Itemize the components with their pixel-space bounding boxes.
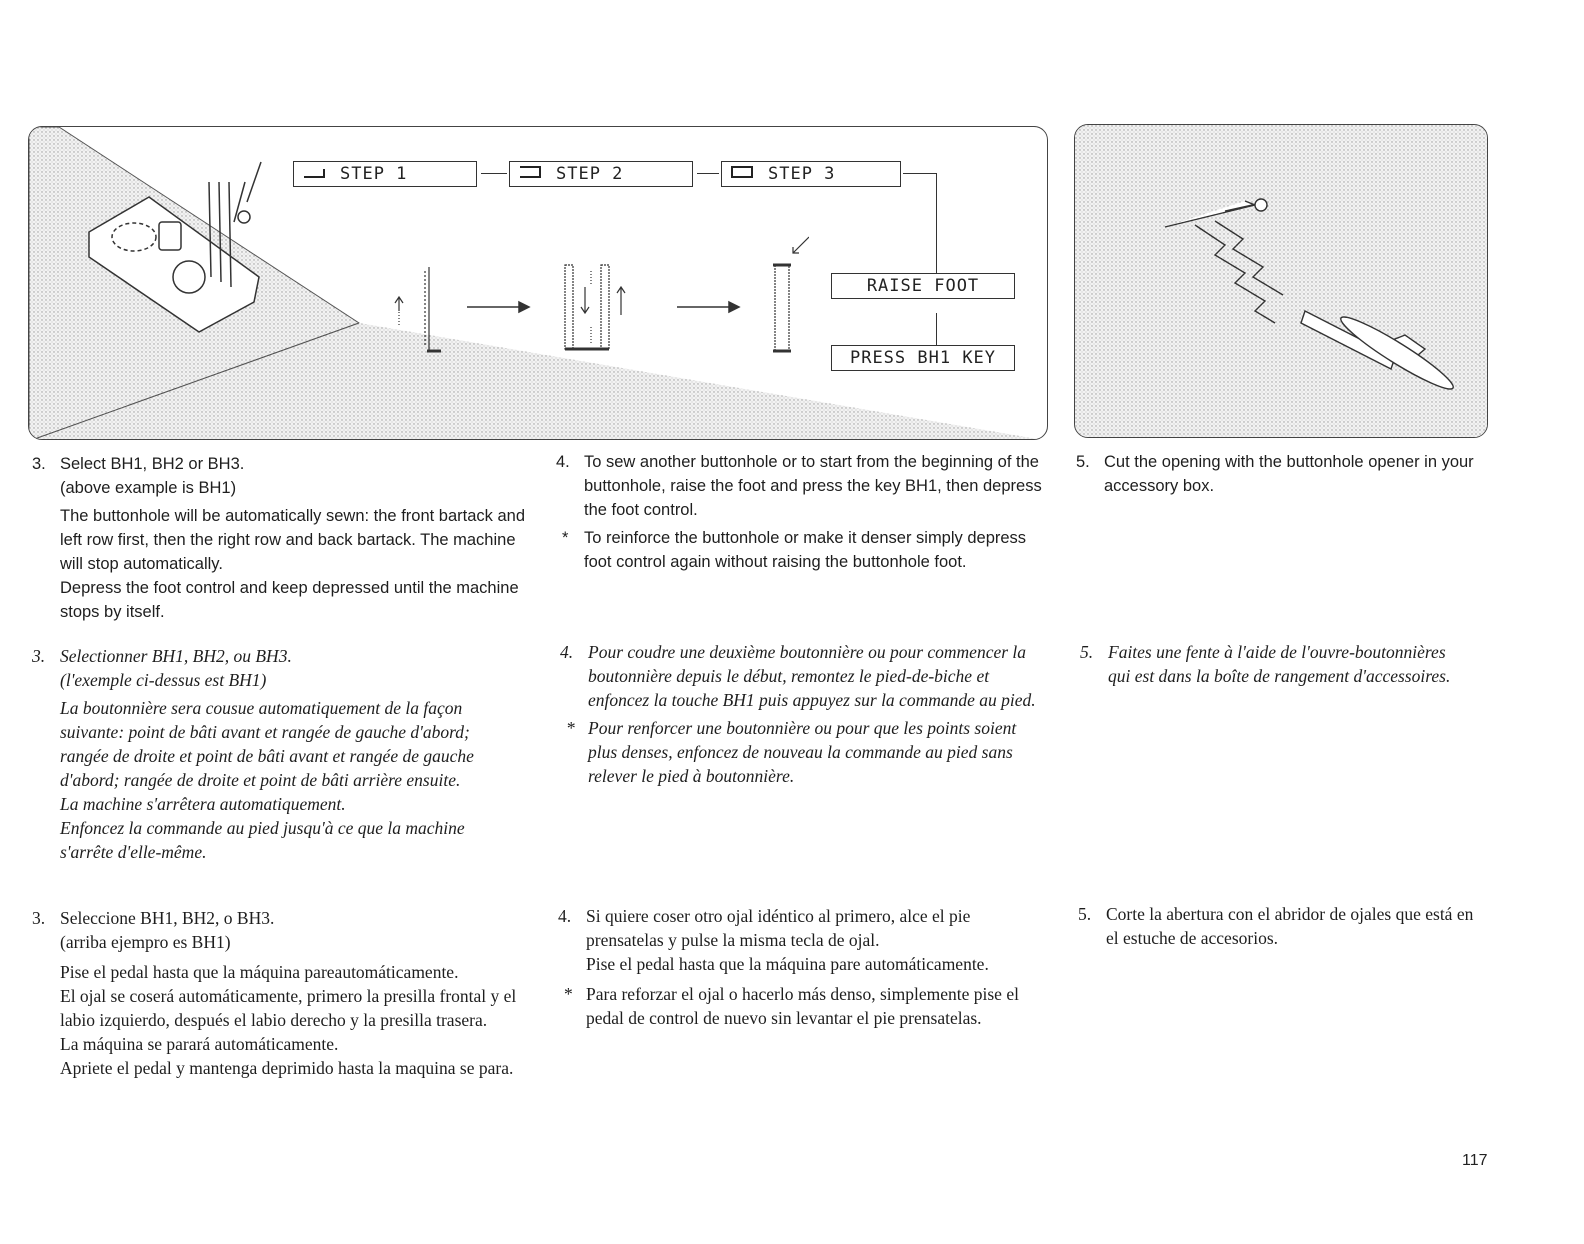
fr-step-3 [32,644,522,864]
buttonhole-steps-figure [28,126,1048,440]
step-text: Selectionner BH1, BH2, ou BH3. [60,646,292,666]
step-1-icon [302,164,328,184]
paragraph: La machine s'arrêtera automatiquement. [60,794,346,814]
es-step-3 [32,906,530,1080]
note-asterisk: * [562,529,569,547]
step-number: 5. [1080,642,1094,662]
step-text: Select BH1, BH2 or BH3. [60,455,245,473]
flow-line [936,173,937,273]
step-text: Pour coudre une deuxième boutonnière ou pour commencer la boutonnière depuis le début, remontez le pied-de-biche et enfoncez la touche BH1 puis appuyez sur la commande au pied. [588,642,1036,710]
note-text: Pour renforcer une boutonnière ou pour que les points soient plus denses, enfoncez de nouveau la commande au pied sans relever le pied à boutonnière. [588,718,1017,786]
step-text: Si quiere coser otro ojal idéntico al primero, alce el pie prensatelas y pulse la misma tecla de ojal. [586,906,971,950]
step-connector [697,173,719,174]
step-1-label: STEP 1 [340,164,408,184]
paragraph: Pise el pedal hasta que la máquina pareautomáticamente. [60,962,459,982]
flow-line [936,313,937,345]
step-text: Pise el pedal hasta que la máquina pare automáticamente. [586,954,989,974]
page-number: 117 [1462,1152,1488,1169]
paragraph: Enfoncez la commande au pied jusqu'à ce que la machine s'arrête d'elle-même. [60,818,465,862]
step-3-icon [730,164,756,184]
step-number: 4. [556,453,570,471]
note-asterisk: * [564,984,573,1004]
step-number: 3. [32,646,46,666]
step-text: (arriba ejempro es BH1) [60,932,231,952]
step-number: 5. [1078,904,1092,924]
step-text: To sew another buttonhole or to start from the beginning of the buttonhole, raise the foot and press the key BH1, then depress the foot control. [584,453,1042,519]
step-text: Faites une fente à l'aide de l'ouvre-boutonnières qui est dans la boîte de rangement d'accessoires. [1108,642,1451,686]
note-text: To reinforce the buttonhole or make it denser simply depress foot control again without raising the buttonhole foot. [584,529,1027,571]
step-number: 3. [32,908,46,928]
en-step-5 [1076,450,1486,498]
step-text: Seleccione BH1, BH2, o BH3. [60,908,275,928]
flow-line [903,173,937,174]
en-step-4 [556,450,1046,574]
step-2-label: STEP 2 [556,164,624,184]
paragraph: Apriete el pedal y mantenga deprimido hasta la maquina se para. [60,1058,514,1078]
step-2-icon [518,164,544,184]
step-3-label: STEP 3 [768,164,836,184]
paragraph: Depress the foot control and keep depressed until the machine stops by itself. [60,579,519,621]
buttonhole-opener-figure [1074,124,1488,438]
step-2-box [509,161,693,187]
note-text: Para reforzar el ojal o hacerlo más denso, simplemente pise el pedal de control de nuevo sin levantar el pie prensatelas. [586,984,1019,1028]
paragraph: El ojal se coserá automáticamente, primero la presilla frontal y el labio izquierdo, después el labio derecho y la presilla trasera. [60,986,517,1030]
paragraph: The buttonhole will be automatically sewn: the front bartack and left row first, then the right row and back bartack. The machine will stop automatically. [60,507,526,573]
fr-step-4 [560,640,1046,788]
es-step-4 [558,904,1046,1030]
fr-step-5 [1080,640,1460,688]
step-number: 4. [560,642,574,662]
note-asterisk: * [566,718,575,738]
step-connector [481,173,507,174]
raise-foot-box: RAISE FOOT [831,273,1015,299]
stitch-sequence-diagram [389,227,809,367]
step-text: Corte la abertura con el abridor de ojales que está en el estuche de accesorios. [1106,904,1474,948]
step-text: (above example is BH1) [60,479,237,497]
paragraph: La máquina se parará automáticamente. [60,1034,339,1054]
opener-illustration [1075,125,1488,438]
press-bh1-key-box: PRESS BH1 KEY [831,345,1015,371]
step-number: 3. [32,455,46,473]
step-text: Cut the opening with the buttonhole opener in your accessory box. [1104,453,1474,495]
step-1-box [293,161,477,187]
paragraph: La boutonnière sera cousue automatiquement de la façon suivante: point de bâti avant et rangée de gauche d'abord; rangée de droite et point de bâti avant et rangée de gauche d'abord; rangée de droite et point de bâti arrière ensuite. [60,698,474,790]
step-3-box [721,161,901,187]
step-text: (l'exemple ci-dessus est BH1) [60,670,267,690]
step-number: 5. [1076,453,1090,471]
step-number: 4. [558,906,572,926]
en-step-3 [32,452,532,624]
es-step-5 [1078,902,1488,950]
